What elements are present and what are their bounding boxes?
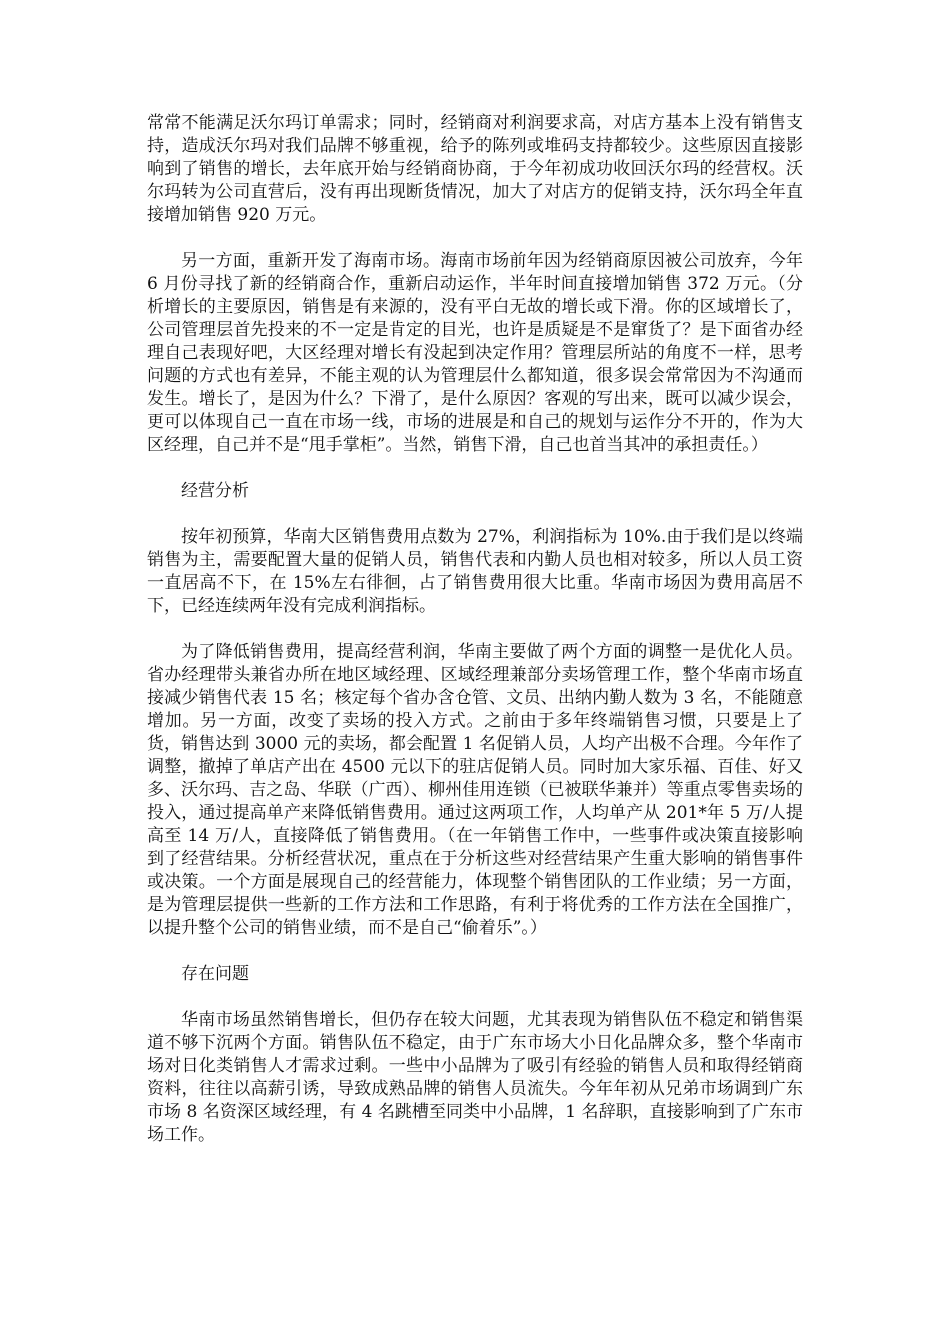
document-body xyxy=(147,112,803,1170)
paragraph-cost-reduction: 为了降低销售费用，提高经营利润，华南主要做了两个方面的调整一是优化人员。省办经理带头兼省办所在地区域经理、区域经理兼部分卖场管理工作，整个华南市场直接减少销售代表 15 名；核定每个省办含仓管、文员、出纳内勤人数为 3 名，不能随意增加。另一方面，改变了卖场的投入方式。之前由于多年终端销售习惯，只要是上了货，销售达到 3000 元的卖场，都会配置 1 名促销人员，人均产出极不合理。今年作了调整，撤掉了单店产出在 4500 元以下的驻店促销人员。同时加大家乐福、百佳、好又多、沃尔玛、吉之岛、华联（广西）、柳州佳用连锁（已被联华兼并）等重点零售卖场的投入，通过提高单产来降低销售费用。通过这两项工作，人均单产从 201*年 5 万/人提高至 14 万/人，直接降低了销售费用。（在一年销售工作中，一些事件或决策直接影响到了经营结果。分析经营状况，重点在于分析这些对经营结果产生重大影响的销售事件或决策。一个方面是展现自己的经营能力，体现整个销售团队的工作业绩；另一方面，是为管理层提供一些新的工作方法和工作思路，有利于将优秀的工作方法在全国推广，以提升整个公司的销售业绩，而不是自己“偷着乐”。） xyxy=(147,642,803,938)
paragraph-budget: 按年初预算，华南大区销售费用点数为 27%，利润指标为 10%.由于我们是以终端销售为主，需要配置大量的促销人员，销售代表和内勤人员也相对较多，所以人员工资一直居高不下，在 15%左右徘徊，占了销售费用很大比重。华南市场因为费用高居不下，已经连续两年没有完成利润指标。 xyxy=(147,527,803,616)
section-heading-existing-problems: 存在问题 xyxy=(181,964,249,984)
paragraph-walmart-recovery: 常常不能满足沃尔玛订单需求；同时，经销商对利润要求高，对店方基本上没有销售支持，造成沃尔玛对我们品牌不够重视，给予的陈列或堆码支持都较少。这些原因直接影响到了销售的增长，去年底开始与经销商协商，于今年初成功收回沃尔玛的经营权。沃尔玛转为公司直营后，没有再出现断货情况，加大了对店方的促销支持，沃尔玛全年直接增加销售 920 万元。 xyxy=(147,113,803,225)
section-heading-operation-analysis: 经营分析 xyxy=(181,481,249,501)
paragraph-hainan-market: 另一方面，重新开发了海南市场。海南市场前年因为经销商原因被公司放弃，今年 6 月份寻找了新的经销商合作，重新启动运作，半年时间直接增加销售 372 万元。（分析增长的主要原因，销售是有来源的，没有平白无故的增长或下滑。你的区域增长了，公司管理层首先投来的不一定是肯定的目光，也许是质疑是不是窜货了？是下面省办经理自己表现好吧，大区经理对增长有没起到决定作用？管理层所站的角度不一样，思考问题的方式也有差异，不能主观的认为管理层什么都知道，很多误会常常因为不沟通而发生。增长了，是因为什么？下滑了，是什么原因？客观的写出来，既可以减少误会，更可以体现自己一直在市场一线，市场的进展是和自己的规划与运作分不开的，作为大区经理，自己并不是“甩手掌柜”。当然，销售下滑，自己也首当其冲的承担责任。） xyxy=(147,251,803,455)
paragraph-problems: 华南市场虽然销售增长，但仍存在较大问题，尤其表现为销售队伍不稳定和销售渠道不够下沉两个方面。销售队伍不稳定，由于广东市场大小日化品牌众多，整个华南市场对日化类销售人才需求过剩。一些中小品牌为了吸引有经验的销售人员和取得经销商资料，往往以高薪引诱，导致成熟品牌的销售人员流失。今年年初从兄弟市场调到广东市场 8 名资深区域经理，有 4 名跳槽至同类中小品牌，1 名辞职，直接影响到了广东市场工作。 xyxy=(147,1010,803,1145)
